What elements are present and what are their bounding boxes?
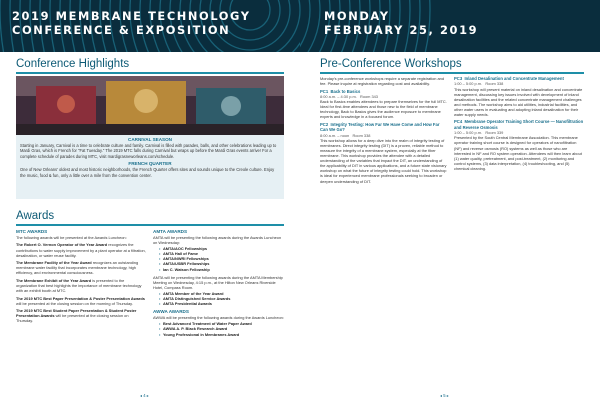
workshops-intro: Monday's pre-conference workshops require a separate registration and fee. Please inquire at registration regarding cost and availability. — [320, 76, 445, 87]
mtc-awards-intro: The following awards will be presented at the Awards Luncheon: — [16, 235, 127, 240]
awards-rule — [16, 224, 284, 226]
right-banner — [300, 0, 600, 52]
banner-line-1: 2019 MEMBRANE TECHNOLOGY — [12, 9, 251, 23]
list-item: • AWWA A. P. Black Research Award — [159, 326, 284, 331]
awwa-awards-list — [159, 321, 284, 336]
page-number: ◂ 4 ▸ — [140, 393, 149, 398]
workshop-description: Back to Basics enables attendees to prepare themselves for the full MTC. Ideal for first-time attendees and those new to the field of membrane technology, Back to Basics gives the audience exposure to membrane experts and knowledge in a focused forum. — [320, 99, 447, 120]
workshop-time: 8:00 a.m. – noon — [320, 132, 350, 138]
carnival-caption-box — [16, 135, 284, 199]
mtc-award-text: will be presented at the closing session on Thursday. — [16, 313, 129, 324]
list-item: • AMTA Presidential Awards — [159, 301, 284, 306]
mtc-award-item — [16, 278, 146, 293]
workshop-pc4 — [454, 119, 584, 171]
french-quarter-heading: FRENCH QUARTER — [128, 161, 172, 167]
list-item: • AMTA Hall of Fame — [159, 251, 284, 256]
workshop-pc2 — [320, 122, 448, 184]
workshop-room: Room 339 — [485, 130, 504, 136]
workshops-right-column — [454, 76, 584, 173]
list-item: • AMTA/NWRI Fellowships — [159, 256, 284, 261]
workshop-title: Integrity Testing: How Far We Have Come and How Far Can We Go? — [320, 121, 440, 133]
workshop-title: Back to Basics — [330, 88, 361, 94]
carnival-photo — [16, 76, 284, 135]
list-item: • AMTA/USBR Fellowships — [159, 261, 284, 266]
pre-conference-workshops-title: Pre-Conference Workshops — [320, 58, 462, 70]
amta-awards-intro: AMTA will be presenting the following awards during the Awards Luncheon on Wednesday: — [153, 235, 282, 246]
workshop-description: Presented by the South Central Membrane Association. This membrane operator training short course is designed for operators of nanofiltration (NF) and reverse osmosis (RO) systems as well as those who are interested in NF and RO system operation. Attendees will then learn about (1) water quality, pretreatment, and post-treatment, (2) monitoring and control systems, (3) data interpretation, (4) troubleshooting, and (5) chemical cleaning. — [454, 135, 582, 171]
workshop-code: PC4 — [454, 119, 463, 125]
mtc-award-title: The 2019 MTC Best Paper Presentation & Poster Presentation Awards — [16, 295, 145, 301]
workshops-rule — [320, 72, 584, 74]
workshop-code: PC1 — [320, 88, 329, 94]
mtc-award-text: will be presented at the closing session on the morning of Thursday. — [16, 300, 133, 306]
banner-line-1: MONDAY — [324, 9, 390, 23]
carnival-photo-image — [16, 76, 284, 135]
amta-member-awards-list — [159, 291, 284, 306]
left-banner-title — [12, 9, 251, 37]
workshop-pc3 — [454, 76, 584, 117]
workshop-description: This workshop will present material on inland desalination and concentrate management, discussing key issues involved with development of inland desalination facilities and the related concentrate management challenges and methods. The workshop aims to aid utilities, industrial facilities, and other water users in evaluating and adopting inland desalination for their water supply needs. — [454, 86, 583, 117]
list-item: • AMTA Member of the Year Award — [159, 291, 284, 296]
awwa-awards-intro: AWWA will be presenting the following awards during the Awards Luncheon: — [153, 315, 284, 321]
awwa-awards-heading: AWWA AWARDS — [153, 309, 189, 315]
carnival-heading: CARNIVAL SEASON — [128, 137, 172, 142]
amta-awards-list — [159, 246, 284, 271]
workshop-heading — [320, 122, 448, 133]
workshop-room: Room 343 — [360, 93, 378, 99]
amta-awwa-column — [153, 229, 284, 340]
page-number: ◂ 5 ▸ — [440, 393, 449, 398]
right-page — [300, 0, 600, 403]
mtc-award-text: is presented to the organization that best highlights the importance of membrane technology with an exhibit booth at MTC. — [16, 277, 142, 294]
mtc-awards-heading: MTC AWARDS — [16, 229, 48, 234]
mtc-award-item — [16, 242, 146, 257]
right-banner-title — [324, 9, 478, 37]
workshop-code: PC3 — [454, 76, 463, 81]
workshop-title: Inland Desalination and Concentrate Management — [464, 76, 564, 81]
carnival-text: Starting in January, Carnival is a time to celebrate culture and family. Carnival is filled with parades, balls, and other celebrations leading up to Mardi Gras, which is French for "Fat Tuesday." The 2019 MTC falls during Carnival but wraps up before the Mardi Gras events arrive! For a complete schedule of parades during MTC, visit mardigrasneworleans.com/schedule. — [20, 143, 277, 159]
mtc-award-title: The Membrane Exhibit of the Year Award — [16, 277, 92, 283]
amta-membership-text: AMTA will be presenting the following awards during the AMTA Membership Meeting on Wednesday, 4:15 p.m., at the Hilton New Orleans Riverside Hotel, Compass Room. — [153, 274, 283, 290]
list-item: • Young Professional in Membranes Award — [159, 332, 284, 337]
mtc-award-text: recognizes the contributions to water supply improvement by a plant operator at a filtration, desalination, or water reuse facility. — [16, 242, 146, 258]
list-item: • AMTA Distinguished Service Awards — [159, 296, 284, 301]
banner-line-2: FEBRUARY 25, 2019 — [324, 23, 479, 37]
conference-highlights-title: Conference Highlights — [16, 58, 130, 70]
highlights-rule — [16, 72, 284, 74]
left-banner — [0, 0, 300, 52]
amta-awards-heading: AMTA AWARDS — [153, 229, 188, 234]
mtc-award-title: The Membrane Facility of the Year Award — [16, 260, 92, 266]
workshop-room: Room 338 — [485, 81, 504, 87]
workshop-pc1 — [320, 89, 448, 120]
workshop-description: This workshop allows for a deep dive into the realm of integrity testing of membranes. Direct integrity testing (DIT) is a proven, reliable method to measure the integrity of a membrane system, especially at the fiber membrane. This workshop provides the attendee with a detailed understanding of the variables that impact the DIT, an understanding of the applicability of DIT in various applications, and a future state visionary workshop on what the future of integrity testing could hold. This workshop is ideal for experienced membrane professionals seeking to broaden or deepen understanding of DIT. — [320, 137, 447, 184]
workshop-time: 8:00 a.m. – 4:30 p.m. — [320, 93, 357, 99]
list-item: • Best Advanced Treatment of Water Paper Award — [159, 321, 284, 326]
mtc-award-item — [16, 260, 146, 275]
awards-title: Awards — [16, 210, 55, 222]
workshops-left-column — [320, 76, 448, 186]
list-item: • AMTA/AOC Fellowships — [159, 246, 284, 251]
workshop-time: 1:00 – 5:00 p.m. — [454, 81, 483, 87]
french-quarter-text: One of New Orleans' oldest and most historic neighborhoods, the French Quarter offers sites and sounds unique to the Creole culture. Enjoy the music, food & fun, only a little over a mile from the convention center. — [20, 167, 275, 178]
mtc-award-text: recognizes an outstanding membrane water facility that incorporates membrane technology, high efficiency, and environmental consciousness. — [16, 260, 139, 276]
workshop-title: Membrane Operator Training Short Course — Nanofiltration and Reverse Osmosis — [454, 119, 584, 130]
workshop-heading — [454, 119, 584, 130]
mtc-award-item — [16, 296, 146, 306]
workshop-time: 1:00 – 5:00 p.m. — [454, 130, 483, 136]
workshop-room: Room 338 — [352, 132, 371, 138]
banner-line-2: CONFERENCE & EXPOSITION — [12, 23, 231, 37]
mtc-awards-column — [16, 229, 146, 326]
mtc-award-item — [16, 308, 146, 323]
mtc-award-title: The Robert O. Vernon Operator of the Year Award — [16, 242, 108, 248]
list-item: • Ian C. Watson Fellowship — [159, 267, 284, 272]
mtc-award-title: The 2019 MTC Best Student Paper Presentation & Student Poster Presentation Awards — [16, 308, 137, 319]
workshop-code: PC2 — [320, 121, 329, 127]
